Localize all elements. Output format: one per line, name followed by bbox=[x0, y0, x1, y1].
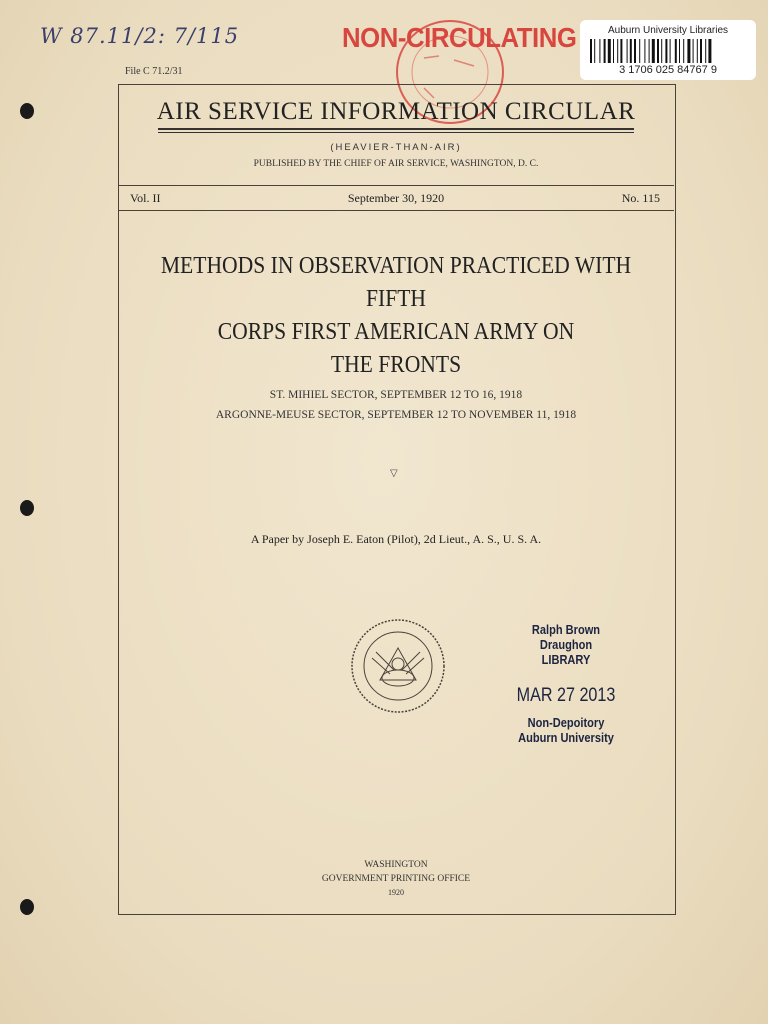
document-title bbox=[146, 250, 646, 382]
file-reference: File C 71.2/31 bbox=[125, 66, 183, 77]
imprint-city: WASHINGTON bbox=[364, 860, 428, 870]
author-line: A Paper by Joseph E. Eaton (Pilot), 2d Lieut., A. S., U. S. A. bbox=[250, 532, 542, 546]
sector-line: ARGONNE-MEUSE SECTOR, SEPTEMBER 12 TO NOVEMBER 11, 1918 bbox=[215, 409, 577, 421]
issue-date: September 30, 1920 bbox=[347, 191, 445, 205]
war-department-seal-icon bbox=[350, 618, 446, 714]
university-name: Auburn University bbox=[518, 730, 614, 745]
series-subtitle: (HEAVIER-THAN-AIR) bbox=[330, 142, 462, 153]
library-name: Ralph Brown Draughon bbox=[531, 622, 601, 652]
title-line: METHODS IN OBSERVATION PRACTICED WITH FIFTH bbox=[160, 253, 632, 312]
title-rule bbox=[158, 128, 634, 130]
title-rule-thin bbox=[158, 132, 634, 133]
punch-hole-middle bbox=[20, 500, 34, 516]
series-title: AIR SERVICE INFORMATION CIRCULAR bbox=[156, 98, 636, 125]
issue-info-bar bbox=[118, 185, 674, 211]
title-line: CORPS FIRST AMERICAN ARMY ON bbox=[217, 319, 575, 345]
punch-hole-bottom bbox=[20, 899, 34, 915]
handwritten-call-number: W 87.11/2: 7/115 bbox=[40, 24, 240, 48]
library-label: LIBRARY bbox=[541, 652, 591, 667]
depository-status: Non-Depoitory bbox=[527, 715, 605, 730]
barcode-institution: Auburn University Libraries bbox=[607, 25, 729, 36]
sector-line: ST. MIHIEL SECTOR, SEPTEMBER 12 TO 16, 1918 bbox=[269, 389, 523, 401]
non-circulating-stamp: NON-CIRCULATING bbox=[342, 22, 577, 53]
barcode-label bbox=[580, 20, 756, 80]
barcode-icon bbox=[590, 39, 746, 63]
issue-number: No. 115 bbox=[621, 191, 660, 205]
title-line: THE FRONTS bbox=[330, 352, 462, 378]
imprint-office: GOVERNMENT PRINTING OFFICE bbox=[321, 874, 471, 884]
library-received-stamp bbox=[496, 622, 636, 745]
triangle-ornament-icon: ▽ bbox=[390, 468, 398, 479]
volume-label: Vol. II bbox=[130, 191, 161, 205]
publisher-line: PUBLISHED BY THE CHIEF OF AIR SERVICE, WASHINGTON, D. C. bbox=[253, 159, 539, 169]
imprint-year: 1920 bbox=[388, 888, 404, 897]
barcode-number: 3 1706 025 84767 9 bbox=[619, 64, 717, 76]
received-date: MAR 27 2013 bbox=[516, 685, 616, 706]
punch-hole-top bbox=[20, 103, 34, 119]
